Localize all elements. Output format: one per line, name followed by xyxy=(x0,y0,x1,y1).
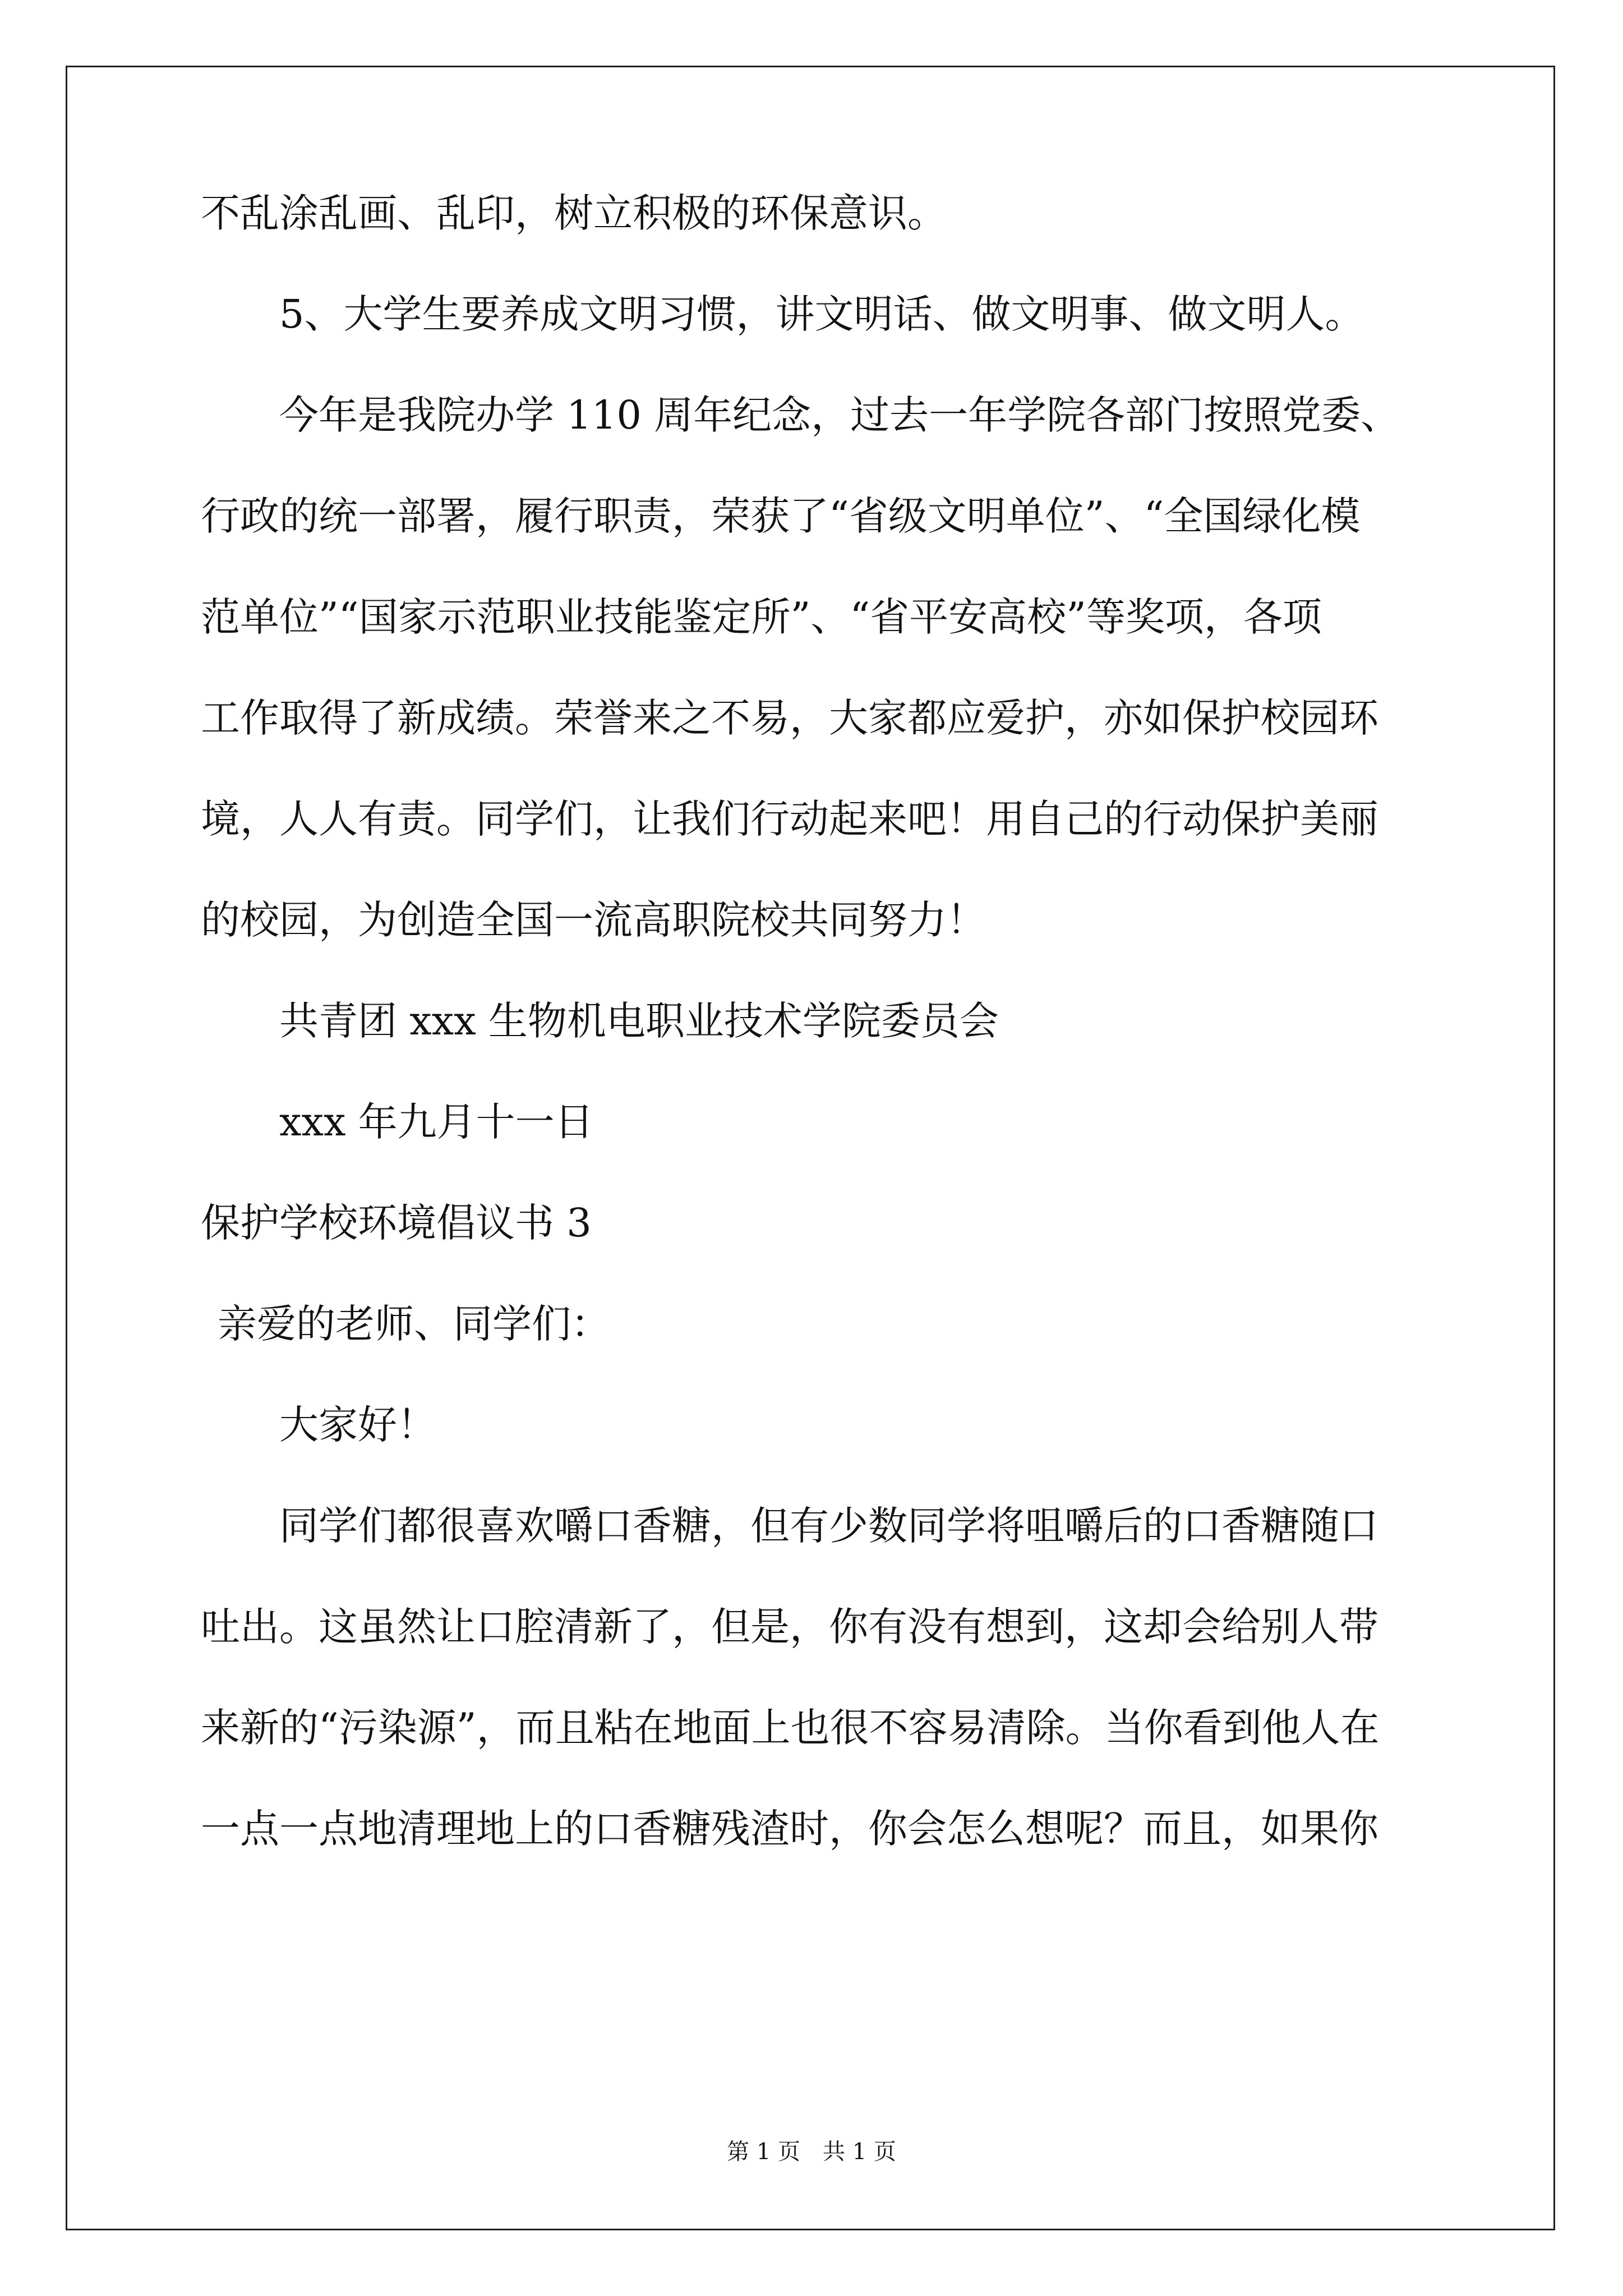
text-line: 行政的统一部署，履行职责，荣获了“省级文明单位”、“全国绿化模 xyxy=(201,493,1361,539)
text-line: 来新的“污染源”，而且粘在地面上也很不容易清除。当你看到他人在 xyxy=(201,1705,1380,1751)
text-line: 一点一点地清理地上的口香糖残渣时，你会怎么想呢？而且，如果你 xyxy=(201,1806,1378,1852)
text-line: 境，人人有责。同学们，让我们行动起来吧！用自己的行动保护美丽 xyxy=(201,796,1378,842)
text-line: 工作取得了新成绩。荣誉来之不易，大家都应爱护，亦如保护校园环 xyxy=(201,695,1378,741)
text-line: 5、大学生要养成文明习惯，讲文明话、做文明事、做文明人。 xyxy=(279,291,1364,337)
text-line: 不乱涂乱画、乱印，树立积极的环保意识。 xyxy=(201,190,947,236)
greeting: 大家好！ xyxy=(279,1402,436,1448)
text-line: 吐出。这虽然让口腔清新了，但是，你有没有想到，这却会给别人带 xyxy=(201,1604,1378,1650)
text-line: 的校园，为创造全国一流高职院校共同努力！ xyxy=(201,897,986,943)
text-line: 范单位”“国家示范职业技能鉴定所”、“省平安高校”等奖项，各项 xyxy=(201,594,1322,640)
signature-date: xxx 年九月十一日 xyxy=(279,1099,594,1145)
text-line: 同学们都很喜欢嚼口香糖，但有少数同学将咀嚼后的口香糖随口 xyxy=(279,1503,1378,1549)
salutation: 亲爱的老师、同学们： xyxy=(218,1301,610,1347)
page-footer: 第 1 页 共 1 页 xyxy=(727,2139,896,2165)
text-line: 今年是我院办学 110 周年纪念，过去一年学院各部门按照党委、 xyxy=(279,392,1400,438)
signature-organization: 共青团 xxx 生物机电职业技术学院委员会 xyxy=(279,998,999,1044)
section-title: 保护学校环境倡议书 3 xyxy=(201,1200,592,1246)
